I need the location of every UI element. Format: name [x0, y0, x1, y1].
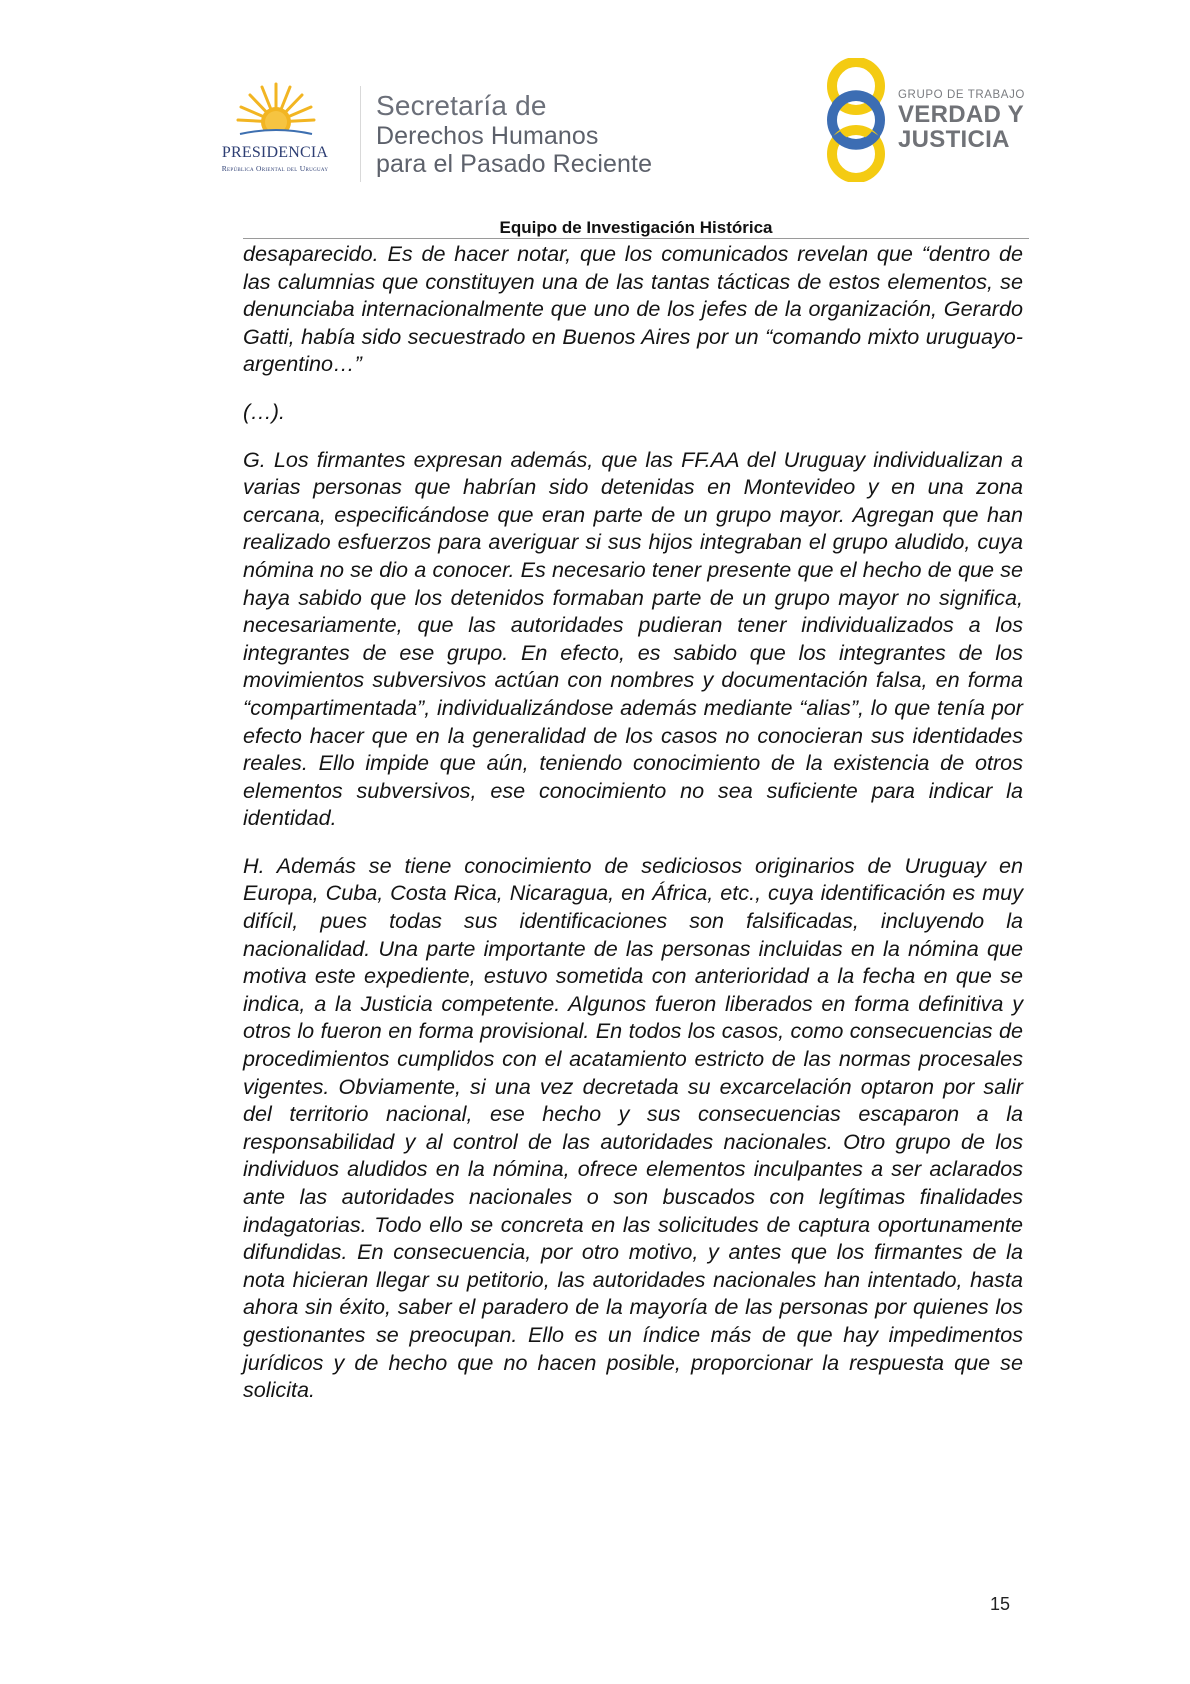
- secretaria-line-1: Secretaría de: [376, 90, 547, 121]
- paragraph-g: G. Los firmantes expresan además, que las FF.AA del Uruguay individualizan a varias personas que habrían sido detenidas en Montevideo y en una zona cercana, especificándose que eran parte de un grupo mayor. Agregan que han realizado esfuerzos para averiguar si sus hijos integraban el grupo aludido, cuya nómina no se dio a conocer. Es necesario tener presente que el hecho de que se haya sabido que los detenidos formaban parte de un grupo mayor no significa, necesariamente, que las autoridades pudieran tener individualizados a los integrantes de ese grupo. En efecto, es sabido que los integrantes de los movimientos subversivos actúan con nombres y documentación falsa, en forma “compartimentada”, individualizándose además mediante “alias”, lo que tenía por efecto hacer que en la generalidad de los casos no conocieran sus identidades reales. Ello impide que aún, teniendo conocimiento de la existencia de otros elementos subversivos, ese conocimiento no sea suficiente para indicar la identidad.: [243, 446, 1023, 831]
- grupo-trabajo-line-2: VERDAD Y: [898, 101, 1024, 128]
- presidencia-logo: [196, 82, 354, 178]
- secretaria-line-3: para el Pasado Reciente: [376, 150, 653, 178]
- interlocked-rings-icon: [818, 58, 898, 182]
- document-body: [243, 240, 1023, 1424]
- grupo-trabajo-line-1: GRUPO DE TRABAJO: [898, 89, 1025, 101]
- secretaria-logo-text: [376, 90, 652, 178]
- presidencia-subtitle: República Oriental del Uruguay: [221, 164, 329, 173]
- paragraph-h: H. Además se tiene conocimiento de sediciosos originarios de Uruguay en Europa, Cuba, Costa Rica, Nicaragua, en África, etc., cuya identificación es muy difícil, pues todas sus identificaciones son falsificadas, incluyendo la nacionalidad. Una parte importante de las personas incluidas en la nómina que motiva este expediente, estuvo sometida con anterioridad a la fecha en que se indica, a la Justicia competente. Algunos fueron liberados en forma definitiva y otros lo fueron en forma provisional. En todos los casos, como consecuencias de procedimientos cumplidos con el acatamiento estricto de las normas procesales vigentes. Obviamente, si una vez decretada su excarcelación optaron por salir del territorio nacional, ese hecho y sus consecuencias escaparon a la responsabilidad y al control de las autoridades nacionales. Otro grupo de los individuos aludidos en la nómina, ofrece elementos inculpantes a ser aclarados ante las autoridades nacionales o son buscados con legítimas finalidades indagatorias. Todo ello se concreta en las solicitudes de captura oportunamente difundidas. En consecuencia, por otro motivo, y antes que los firmantes de la nota hicieran llegar su petitorio, las autoridades nacionales han intentado, hasta ahora sin éxito, saber el paradero de la mayoría de las personas por quienes los gestionantes se preocupan. Ello es un índice más de que hay impedimentos jurídicos y de hecho que no hacen posible, proporcionar la respuesta que se solicita.: [243, 852, 1023, 1403]
- header-divider: [360, 86, 361, 182]
- grupo-trabajo-line-3: JUSTICIA: [898, 126, 1010, 153]
- paragraph-ellipsis: (…).: [243, 398, 285, 424]
- paragraph-continuation: desaparecido. Es de hacer notar, que los comunicados revelan que “dentro de las calumnias que constituyen una de las tantas tácticas de estos elementos, se denunciaba internacionalmente que uno de los jefes de la organización, Gerardo Gatti, había sido secuestrado en Buenos Aires por un “comando mixto uruguayo- argentino…”: [243, 241, 1023, 377]
- grupo-trabajo-logo: [818, 58, 1028, 182]
- header-rule: [243, 238, 1029, 239]
- secretaria-line-2: Derechos Humanos: [376, 122, 599, 150]
- sun-emblem-icon: [236, 82, 316, 144]
- presidencia-name: PRESIDENCIA: [221, 144, 329, 161]
- page-number: 15: [990, 1594, 1011, 1614]
- grupo-trabajo-text: [898, 88, 1025, 152]
- team-title: Equipo de Investigación Histórica: [499, 218, 773, 237]
